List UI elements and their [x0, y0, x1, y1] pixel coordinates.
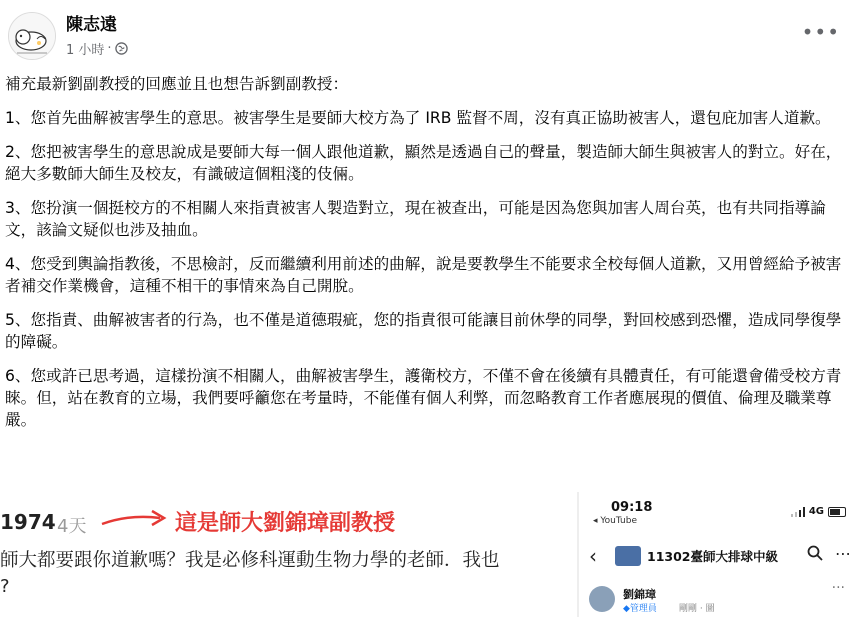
group-name: 11302臺師大排球中級	[647, 549, 778, 564]
commenter-name: 1974	[0, 510, 56, 534]
red-arrow-icon	[100, 506, 170, 530]
poster-name: 劉錦璋	[623, 588, 656, 601]
comment-text-end: ?	[0, 576, 10, 597]
group-thumbnail	[615, 546, 641, 566]
poster-meta: 剛剛 · 圖	[679, 604, 715, 614]
signal-icon	[791, 507, 805, 517]
back-chevron-icon: ‹	[589, 544, 597, 568]
comment-time: 4天	[57, 516, 87, 537]
phone-clock: 09:18	[611, 500, 653, 515]
author-avatar[interactable]	[8, 12, 56, 60]
globe-icon[interactable]	[115, 42, 128, 55]
group-nav-bar	[589, 544, 849, 570]
post-point: 5、您指責、曲解被害者的行為，也不僅是道德瑕疵，您的指責很可能讓目前休學的同學，對回校感到恐懼，造成同學復學的障礙。	[5, 311, 842, 351]
post-point: 1、您首先曲解被害學生的意思。被害學生是要師大校方為了 IRB 監督不周，沒有真正協助被害人，還包庇加害人道歉。	[5, 109, 831, 127]
meta-separator: ·	[107, 41, 112, 56]
cartoon-avatar-icon	[9, 13, 55, 59]
post-point: 6、您或許已思考過，這樣扮演不相關人，曲解被害學生，護衛校方，不僅不會在後續有具體責任，有可能還會備受校方青睞。但，站在教育的立場，我們要呼籲您在考量時，不能僅有個人利弊，而忽略教育工作者應展現的價值、倫理及職業尊嚴。	[5, 367, 842, 429]
poster-avatar	[589, 586, 615, 612]
post-point: 3、您扮演一個挺校方的不相關人來指責被害人製造對立，現在被查出，可能是因為您與加害人周台英，也有共同指導論文，該論文疑似也涉及抽血。	[5, 199, 826, 239]
phone-status-bar	[791, 506, 846, 517]
battery-icon	[828, 507, 846, 517]
comment-text: 師大都要跟你道歉嗎？我是必修科運動生物力學的老師．我也	[0, 550, 500, 571]
annotation-label: 這是師大劉錦璋副教授	[175, 511, 396, 536]
post-body	[5, 73, 845, 443]
poster-role: ◆管理員	[623, 604, 657, 614]
network-label: 4G	[808, 506, 824, 517]
author-name[interactable]: 陳志遠	[66, 15, 117, 35]
back-to-app-label: ◂ YouTube	[593, 516, 637, 526]
post-intro: 補充最新劉副教授的回應並且也想告訴劉副教授：	[5, 75, 349, 93]
post-more-icon: ···	[831, 580, 845, 596]
attached-images	[0, 492, 852, 617]
post-point: 2、您把被害學生的意思說成是要師大每一個人跟他道歉，顯然是透過自己的聲量，製造師大師生與被害人的對立。好在，絕大多數師大師生及校友，有識破這個粗淺的伎倆。	[5, 143, 842, 183]
more-options-button[interactable]: •••	[801, 20, 840, 44]
group-post-header	[589, 580, 849, 616]
more-dots-icon: ⋯	[835, 544, 851, 563]
post-header	[0, 0, 852, 70]
group-post-screenshot-image[interactable]	[577, 492, 852, 617]
search-icon	[807, 545, 823, 561]
post-meta	[66, 39, 128, 58]
post-point: 4、您受到輿論指教後，不思檢討，反而繼續利用前述的曲解，說是要教學生不能要求全校每個人道歉，又用曾經給予被害者補交作業機會，這種不相干的事情來為自己開脫。	[5, 255, 842, 295]
post-time[interactable]: 1 小時	[66, 43, 105, 58]
comment-screenshot-image[interactable]	[0, 492, 572, 617]
